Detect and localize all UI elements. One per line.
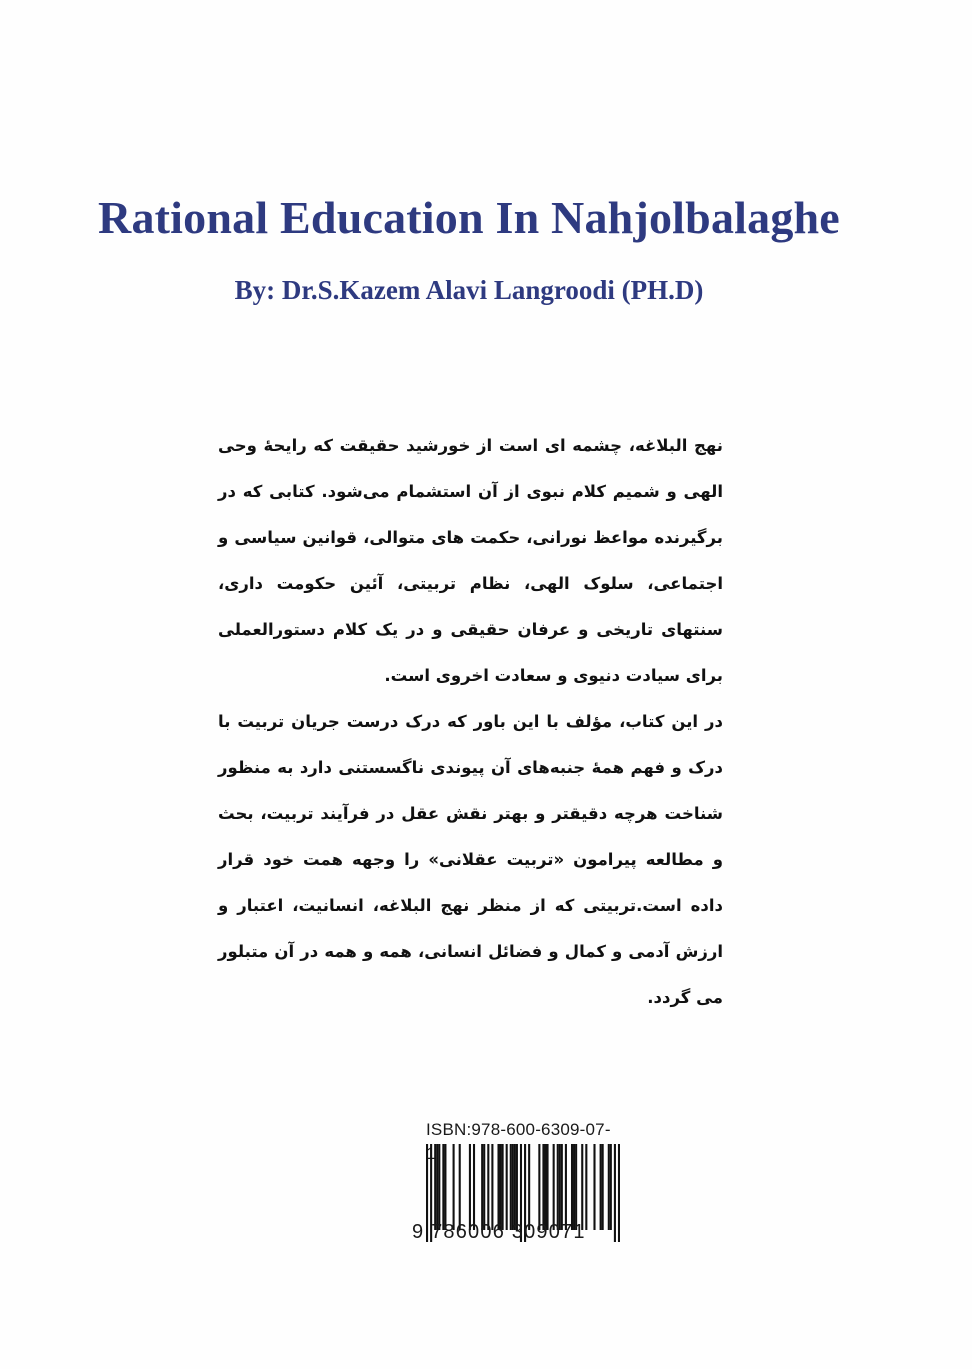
- barcode-bar: [571, 1144, 573, 1230]
- book-title: Rational Education In Nahjolbalaghe: [98, 192, 840, 243]
- barcode-bar: [497, 1144, 499, 1230]
- barcode-bar: [436, 1144, 438, 1230]
- description-text: [218, 423, 723, 1021]
- barcode-bar: [514, 1144, 516, 1230]
- barcode-bar: [553, 1144, 555, 1230]
- isbn-label: ISBN:978-600-6309-07-: [426, 1120, 611, 1139]
- barcode-bar: [608, 1144, 610, 1230]
- barcode-bar: [502, 1144, 504, 1230]
- barcode-bar: [600, 1144, 602, 1230]
- barcode-bar: [442, 1144, 444, 1230]
- barcode-bar: [481, 1144, 483, 1230]
- barcode-bar: [610, 1144, 612, 1230]
- barcode-bar: [544, 1144, 546, 1230]
- barcode-bar: [581, 1144, 583, 1230]
- barcode-bar: [510, 1144, 512, 1230]
- barcode-bar: [512, 1144, 514, 1230]
- barcode-bar: [559, 1144, 561, 1230]
- barcode-bar: [473, 1144, 475, 1230]
- barcode-bar: [538, 1144, 540, 1230]
- barcode-bar: [506, 1144, 508, 1230]
- barcode-bar: [491, 1144, 493, 1230]
- barcode-bar: [561, 1144, 563, 1230]
- barcode-bar: [444, 1144, 446, 1230]
- description-paragraph-1: نهج البلاغه، چشمه ای است از خورشید حقیقت که رایحهٔ وحی الهی و شمیم کلام نبوی از آن استشمام می‌شود. کتابی که در برگیرنده مواعظ نورانی، حکمت های متوالی، قوانین سیاسی و اجتماعی، سلوک الهی، نظام تربیتی، آئین حکومت داری، سنتهای تاریخی و عرفان حقیقی و در یک کلام دستورالعملی برای سیادت دنیوی و سعادت اخروی است.: [218, 436, 723, 685]
- barcode-bar: [557, 1144, 559, 1230]
- barcode-bar: [565, 1144, 567, 1230]
- barcode-bar: [483, 1144, 485, 1230]
- barcode-bar: [602, 1144, 604, 1230]
- barcode-bar: [438, 1144, 440, 1230]
- book-author: By: Dr.S.Kazem Alavi Langroodi (PH.D): [234, 275, 704, 305]
- isbn-block: [412, 1118, 620, 1248]
- barcode-bar: [546, 1144, 548, 1230]
- barcode-bar: [593, 1144, 595, 1230]
- barcode-bar: [469, 1144, 471, 1230]
- barcode-bar: [459, 1144, 461, 1230]
- barcode-bar: [500, 1144, 502, 1230]
- barcode-digits: 9 786006 309071: [412, 1221, 586, 1243]
- barcode-bar: [453, 1144, 455, 1230]
- barcode-bar: [434, 1144, 436, 1230]
- barcode-bar: [573, 1144, 575, 1230]
- barcode-bar: [487, 1144, 489, 1230]
- barcode-bar: [575, 1144, 577, 1230]
- barcode-bar: [585, 1144, 587, 1230]
- barcode-bar: [528, 1144, 530, 1230]
- barcode-bar: [516, 1144, 518, 1230]
- barcode-bar: [542, 1144, 544, 1230]
- description-paragraph-2: در این کتاب، مؤلف با این باور که درک درست جریان تربیت با درک و فهم همهٔ جنبه‌های آن پیوندی ناگسستنی دارد به منظور شناخت هرچه دقیقتر و بهتر نقش عقل در فرآیند تربیت، بحث و مطالعه پیرامون «تربیت عقلانی» را وجهه همت خود قرار داده است.تربیتی که از منظر نهج البلاغه، انسانیت، اعتبار و ارزش آدمی و کمال و فضائل انسانی، همه و همه در آن متبلور می گردد.: [218, 712, 723, 1007]
